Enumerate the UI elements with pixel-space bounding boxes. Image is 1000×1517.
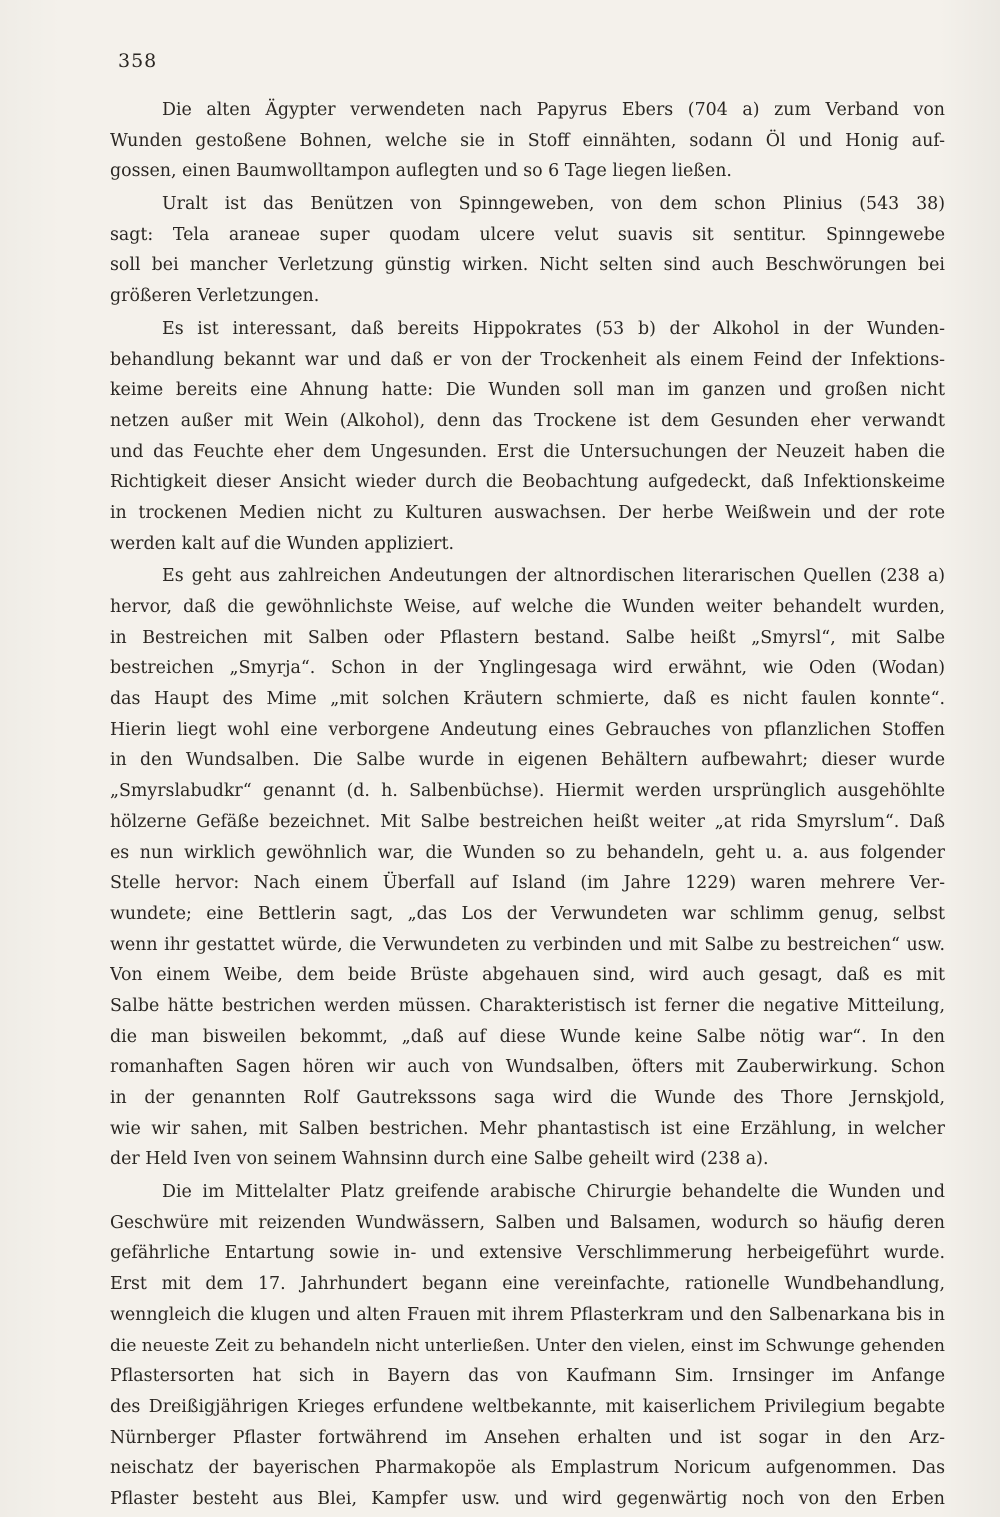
text-line: Wunden gestoßene Bohnen, welche sie in Stoff einnähten, sodann Öl und Honig auf- (110, 130, 945, 151)
text-line: Nürnberger Pflaster fortwährend im Ansehen erhalten und ist sogar in den Arz- (110, 1427, 945, 1448)
text-line: keime bereits eine Ahnung hatte: Die Wunden soll man im ganzen und großen nicht (110, 380, 945, 401)
text-line: Es geht aus zahlreichen Andeutungen der altnordischen literarischen Quellen (238 a) (162, 566, 945, 587)
text-line: wie wir sahen, mit Salben bestrichen. Mehr phantastisch ist eine Erzählung, in welcher (110, 1118, 945, 1139)
text-line: Uralt ist das Benützen von Spinngeweben, von dem schon Plinius (543 38) (162, 194, 945, 215)
text-line: gefährliche Entartung sowie in- und extensive Verschlimmerung herbeigeführt wurde. (110, 1243, 945, 1264)
text-line: der Held Iven von seinem Wahnsinn durch eine Salbe geheilt wird (238 a). (110, 1149, 769, 1170)
text-line: bestreichen „Smyrja“. Schon in der Ynglingesaga wird erwähnt, wie Oden (Wodan) (110, 658, 945, 679)
text-line: behandlung bekannt war und daß er von der Trockenheit als einem Feind der Infektions- (110, 349, 945, 370)
text-line: gossen, einen Baumwolltampon auflegten und so 6 Tage liegen ließen. (110, 161, 732, 182)
text-line: wenngleich die klugen und alten Frauen mit ihrem Pflasterkram und den Salbenarkana bis in (110, 1304, 945, 1325)
text-line: die neueste Zeit zu behandeln nicht unterließen. Unter den vielen, einst im Schwunge gehenden (110, 1335, 945, 1356)
text-line: in trockenen Medien nicht zu Kulturen auswachsen. Der herbe Weißwein und der rote (110, 502, 945, 523)
text-line: Pflaster besteht aus Blei, Kampfer usw. und wird gegenwärtig noch von den Erben (110, 1488, 945, 1509)
text-line: Richtigkeit dieser Ansicht wieder durch die Beobachtung aufgedeckt, daß Infektionskeime (110, 472, 945, 493)
paragraph (110, 95, 945, 187)
text-line: des Dreißigjährigen Krieges erfundene weltbekannte, mit kaiserlichem Privilegium begabte (110, 1396, 945, 1417)
text-line: Salbe hätte bestrichen werden müssen. Charakteristisch ist ferner die negative Mitteilung, (110, 995, 945, 1016)
body-text (110, 95, 945, 1515)
text-line: das Haupt des Mime „mit solchen Kräutern schmierte, daß es nicht faulen konnte“. (110, 689, 945, 710)
text-line: in den Wundsalben. Die Salbe wurde in eigenen Behältern aufbewahrt; dieser wurde (110, 750, 945, 771)
text-line: und das Feuchte eher dem Ungesunden. Erst die Untersuchungen der Neuzeit haben die (110, 441, 945, 462)
text-line: in Bestreichen mit Salben oder Pflastern bestand. Salbe heißt „Smyrsl“, mit Salbe (110, 627, 945, 648)
text-line: Erst mit dem 17. Jahrhundert begann eine vereinfachte, rationelle Wundbehandlung, (110, 1274, 945, 1295)
text-line: hervor, daß die gewöhnlichste Weise, auf welche die Wunden weiter behandelt wurden, (110, 597, 945, 617)
text-line: wundete; eine Bettlerin sagt, „das Los der Verwundeten war schlimm genug, selbst (110, 903, 945, 924)
text-line: netzen außer mit Wein (Alkohol), denn das Trockene ist dem Gesunden eher verwandt (110, 410, 945, 431)
paragraph (110, 314, 945, 560)
page-number: 358 (118, 50, 158, 72)
text-line: wenn ihr gestattet würde, die Verwundeten zu verbinden und mit Salbe zu bestreichen“ usw. (110, 934, 945, 955)
text-line: Geschwüre mit reizenden Wundwässern, Salben und Balsamen, wodurch so häufig deren (110, 1212, 945, 1233)
paragraph (110, 561, 945, 1175)
text-line: Es ist interessant, daß bereits Hippokrates (53 b) der Alkohol in der Wunden- (162, 318, 945, 339)
text-line: sagt: Tela araneae super quodam ulcere velut suavis sit sentitur. Spinngewebe (110, 224, 945, 245)
text-line: Die im Mittelalter Platz greifende arabische Chirurgie behandelte die Wunden und (162, 1182, 945, 1203)
paragraph (110, 189, 945, 312)
text-line: Die alten Ägypter verwendeten nach Papyrus Ebers (704 a) zum Verband von (162, 100, 945, 120)
text-line: Stelle hervor: Nach einem Überfall auf Island (im Jahre 1229) waren mehrere Ver- (110, 873, 945, 894)
text-line: romanhaften Sagen hören wir auch von Wundsalben, öfters mit Zauberwirkung. Schon (110, 1057, 945, 1078)
text-line: neischatz der bayerischen Pharmakopöe als Emplastrum Noricum aufgenommen. Das (110, 1458, 945, 1479)
text-line: hölzerne Gefäße bezeichnet. Mit Salbe bestreichen heißt weiter „at rida Smyrslum“. Daß (110, 811, 945, 832)
text-line: die man bisweilen bekommt, „daß auf diese Wunde keine Salbe nötig war“. In den (110, 1026, 945, 1047)
text-line: soll bei mancher Verletzung günstig wirken. Nicht selten sind auch Beschwörungen bei (110, 255, 945, 276)
text-line: Pflastersorten hat sich in Bayern das von Kaufmann Sim. Irnsinger im Anfange (110, 1366, 945, 1387)
text-line: „Smyrslabudkr“ genannt (d. h. Salbenbüchse). Hiermit werden ursprünglich ausgehöhlte (110, 781, 945, 802)
text-line: in der genannten Rolf Gautrekssons saga wird die Wunde des Thore Jernskjold, (110, 1088, 945, 1108)
text-line: werden kalt auf die Wunden appliziert. (110, 533, 454, 554)
text-line: Hierin liegt wohl eine verborgene Andeutung eines Gebrauches von pflanzlichen Stoffen (110, 719, 945, 740)
paragraph (110, 1177, 945, 1515)
text-line: größeren Verletzungen. (110, 286, 320, 307)
text-line: Von einem Weibe, dem beide Brüste abgehauen sind, wird auch gesagt, daß es mit (110, 965, 945, 986)
text-line: es nun wirklich gewöhnlich war, die Wunden so zu behandeln, geht u. a. aus folgender (110, 842, 945, 863)
